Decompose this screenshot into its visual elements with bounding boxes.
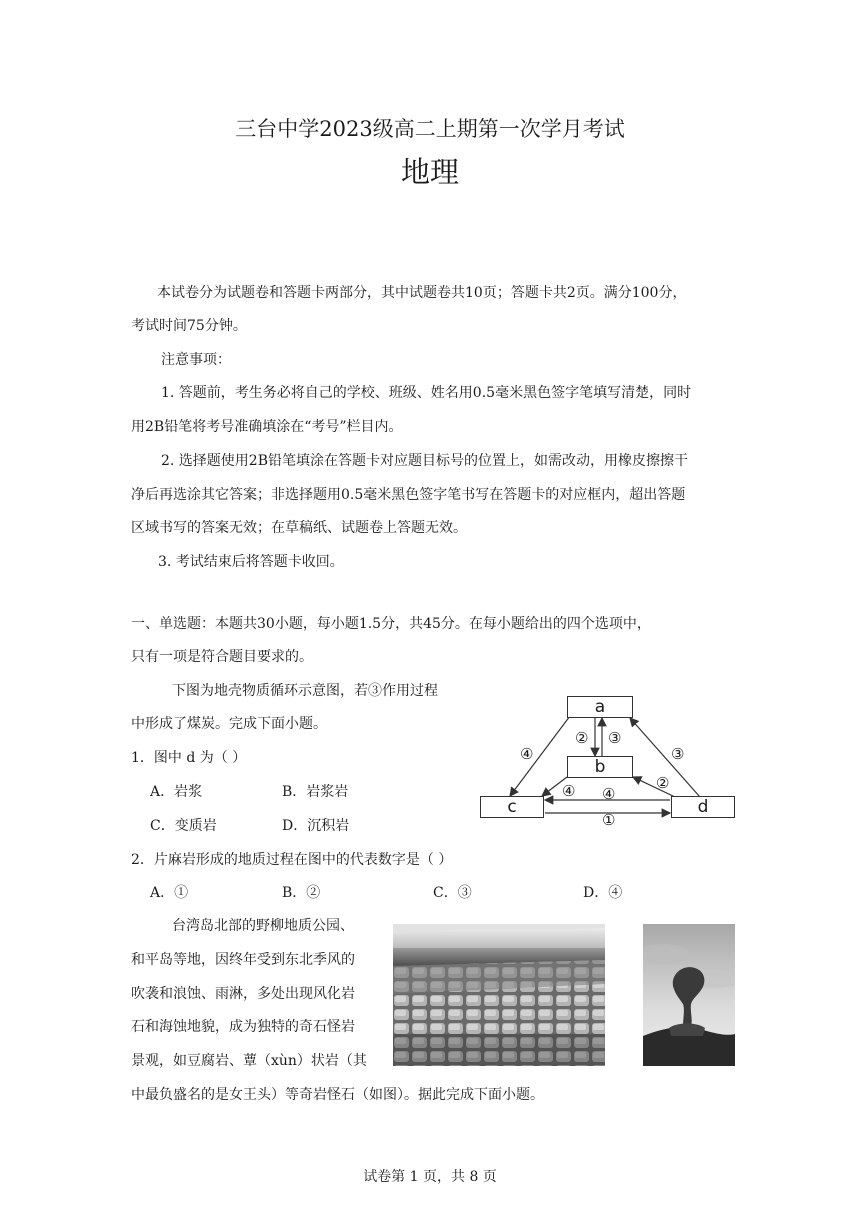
note-1-line-1: 1. 答题前，考生务必将自己的学校、班级、姓名用0.5毫米黑色签字笔填写清楚，同时 — [161, 385, 692, 401]
note-2-line-1: 2. 选择题使用2B铅笔填涂在答题卡对应题目标号的位置上，如需改动，用橡皮擦擦干 — [161, 453, 689, 469]
notes-heading: 注意事项： — [161, 352, 231, 368]
label-d-a: ③ — [671, 745, 685, 763]
intro-line-2: 考试时间75分钟。 — [131, 318, 247, 334]
group2-line-3: 吹袭和浪蚀、雨淋，多处出现风化岩 — [131, 986, 355, 1002]
group1-stem-line-1: 下图为地壳物质循环示意图，若③作用过程 — [172, 683, 438, 699]
section-heading-line-2: 只有一项是符合题目要求的。 — [131, 649, 313, 665]
label-c-d: ① — [602, 811, 616, 829]
group2-line-1: 台湾岛北部的野柳地质公园、 — [172, 918, 354, 934]
rock-cycle-diagram — [470, 690, 750, 830]
intro-line-1: 本试卷分为试题卷和答题卡两部分，其中试题卷共10页；答题卡共2页。满分100分， — [157, 285, 687, 301]
page-footer: 试卷第 1 页，共 8 页 — [363, 1169, 497, 1185]
q2-option-b[interactable]: B．② — [282, 885, 321, 901]
group1-stem-line-2: 中形成了煤炭。完成下面小题。 — [131, 716, 327, 732]
exam-title: 三台中学2023级高二上期第一次学月考试 — [235, 117, 625, 141]
q2-option-d[interactable]: D．④ — [583, 885, 623, 901]
q2-option-c[interactable]: C．③ — [433, 885, 472, 901]
label-b-a: ③ — [608, 729, 622, 747]
q1-option-b[interactable]: B．岩浆岩 — [282, 784, 349, 800]
label-a-b: ② — [575, 729, 589, 747]
group2-line-6: 中最负盛名的是女王头）等奇岩怪石（如图）。据此完成下面小题。 — [131, 1087, 544, 1103]
node-c: c — [480, 796, 544, 818]
question-1-stem: 1．图中 d 为（ ） — [131, 750, 247, 766]
label-d-b: ② — [656, 774, 670, 792]
question-2-stem: 2．片麻岩形成的地质过程在图中的代表数字是（ ） — [131, 852, 453, 868]
tofu-rock-photo — [393, 924, 605, 1066]
q1-option-d[interactable]: D．沉积岩 — [282, 818, 350, 834]
subject-title: 地理 — [400, 155, 459, 189]
label-b-c: ④ — [562, 782, 576, 800]
group2-line-4: 石和海蚀地貌，成为独特的奇石怪岩 — [131, 1019, 355, 1035]
label-d-c: ④ — [602, 785, 616, 803]
group2-line-5: 景观，如豆腐岩、蕈（xùn）状岩（其 — [131, 1053, 367, 1069]
note-3: 3. 考试结束后将答题卡收回。 — [158, 554, 344, 570]
q1-option-c[interactable]: C．变质岩 — [150, 818, 217, 834]
node-a: a — [567, 696, 633, 718]
q2-option-a[interactable]: A．① — [150, 885, 189, 901]
queens-head-rock-photo — [643, 924, 735, 1066]
note-2-line-2: 净后再选涂其它答案；非选择题用0.5毫米黑色签字笔书写在答题卡的对应框内，超出答题 — [131, 487, 686, 503]
note-2-line-3: 区域书写的答案无效；在草稿纸、试题卷上答题无效。 — [131, 520, 467, 536]
q1-option-a[interactable]: A．岩浆 — [150, 784, 203, 800]
note-1-line-2: 用2B铅笔将考号准确填涂在“考号”栏目内。 — [131, 419, 403, 435]
label-a-c: ④ — [520, 745, 534, 763]
node-d: d — [671, 796, 735, 818]
group2-line-2: 和平岛等地，因终年受到东北季风的 — [131, 952, 355, 968]
node-b: b — [567, 756, 633, 778]
section-heading-line-1: 一、单选题：本题共30小题，每小题1.5分，共45分。在每小题给出的四个选项中， — [131, 616, 651, 632]
